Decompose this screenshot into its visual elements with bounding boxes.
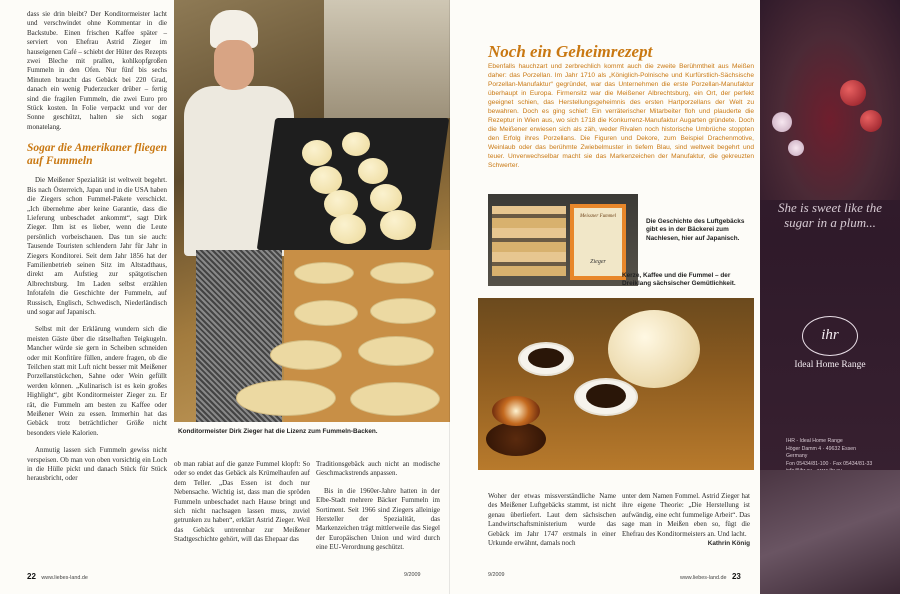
- right-folio: [680, 572, 741, 581]
- sign-title: Meissner Fummel: [580, 214, 616, 219]
- address-line: Fon 05434/81-100 · Fax 05434/81-33: [786, 460, 873, 467]
- shop-photo-caption: Die Geschichte des Luftgebäcks gibt es in der Bäckerei zum Nachlesen, hier auf Japanisch.: [646, 218, 745, 242]
- paragraph: dass sie drin bleibt? Der Konditormeister lacht und verschwindet ohne Kommentar in die Backstube. Einen frischen Kaffee später – serviert von Ehefrau Astrid Zieger im hauseigenen Café – schiebt der Hüter des Rezepts zwei Bleche mit prallen, kohlkopfgroßen Fummeln in den Ofen. Nur fünf bis sechs Minuten braucht das Gebäck bei 220 Grad, danach ein wenig Puderzucker drüber – fertig sind die fragilen Fummeln, die zwei Euro pro Stück kosten. In Folie verpackt und vor der Sonne geschützt, halten sie sich sogar monatelang.: [27, 10, 167, 131]
- table-photo-caption: Kerze, Kaffee und die Fummel – der Dreiklang sächsischer Gemütlichkeit.: [622, 272, 736, 288]
- address-line: IHR - Ideal Home Range: [786, 438, 843, 444]
- flat-dough: [370, 262, 434, 284]
- flat-dough: [270, 340, 342, 370]
- dough-ball: [302, 140, 332, 166]
- left-column-3: [316, 460, 440, 553]
- coffee: [528, 348, 564, 368]
- flat-dough: [236, 380, 336, 416]
- right-column-2: [622, 492, 750, 548]
- fummel-pastry: [608, 310, 700, 388]
- left-column-2: [174, 460, 310, 545]
- page-number: 23: [731, 572, 741, 581]
- shelf-background: [324, 0, 450, 118]
- page-number: 22: [27, 572, 36, 581]
- author-signature: Kathrin König: [707, 540, 750, 548]
- dough-ball: [380, 210, 416, 240]
- ihr-logo: ihr: [802, 316, 858, 356]
- paragraph: Bis in die 1960er-Jahre hatten in der Elbe-Stadt mehrere Bäcker Fummeln im Sortiment. Seit 1966 sind Ziegers alleinige Hersteller der Spezialität, das Markenzeichen trägt mittlerweile das Siegel der Europäischen Union und wird durch eine EU-Verordnung geschützt.: [316, 486, 440, 552]
- paragraph: unter dem Namen Fommel. Astrid Zieger hat ihre eigene Theorie: „Die Herstellung ist aufwändig, eine echt fummelige Arbeit“. Das sage man in Meißen eben so, fügt die Ehefrau des Konditormeisters an. Und lacht.: [622, 492, 750, 538]
- folio-date: 9/2009: [404, 572, 421, 578]
- folio-url: www.liebes-land.de: [680, 575, 727, 581]
- dough-ball: [330, 214, 366, 244]
- right-page-heading: Noch ein Geheimrezept: [488, 42, 653, 61]
- right-column-1: [488, 492, 616, 548]
- flower: [788, 140, 804, 156]
- flat-dough: [294, 300, 358, 326]
- ad-slogan: She is sweet like the sugar in a plum...: [778, 200, 882, 230]
- dough-ball: [342, 132, 370, 156]
- right-page-intro: Ebenfalls hauchzart und zerbrechlich kommt auch die zweite Berühmtheit aus Meißen daher: das Porzellan. Im Jahr 1710 als „Königlich-Polnische und Kurfürstlich-Sächsische Porzellan-Manufaktur“ gegründet, war das Unternehmen die erste Porzellan-Manufaktur überhaupt in Europa. Firmensitz war die Meißener Albrechtsburg, ein Ort, der perfekt geeignet schien, das Herstellungsgeheimnis des ersten Hartporzellans der Welt zu bewahren. Doch es ging schief: Ein verräterischer Mitarbeiter floh und plauderte die Rezeptur in Wien aus, wo sich 1718 die Konkurrenz-Manufaktur Augarten gründete. Doch die Meißener erwiesen sich als zäh, weder Rivalen noch historische Umbrüche stoppten den Erfolg ihres Porzellans. Die Figuren und Dekore, zum Beispiel Drachenmotive, Weinlaub oder das berühmte Zwiebelmuster in tiefem Blau, sind weltweit begehrt und teuer. Unverwechselbar macht sie das Markenzeichen der Manufaktur, die gekreuzten Schwerter.: [488, 63, 754, 169]
- dough-ball: [370, 184, 402, 212]
- flat-dough: [294, 262, 354, 284]
- paragraph: Die Meißener Spezialität ist weltweit begehrt. Bis nach Österreich, Japan und in die USA haben die Ziegers schon Fummel-Pakete verschickt. „Ich übernehme aber keine Garantie, dass die Lieferung unbeschadet ankommt“, sagt Dirk Zieger. Ihm ist es lieber, wenn die Leute persönlich vorbeischauen. Das tun sie auch: Tausende Touristen schlendern Jahr für Jahr in Ziegers Konditorei. Seit dem Jahr 1856 hat der Familienbetrieb seinen Sitz im Altstadthaus, direkt am Aufstieg zur spätgotischen Albrechtsburg. Im Laden selbst erzählen Infotafeln die Geschichte der Fummeln, auf Russisch, Englisch, Schwedisch, Niederländisch und sogar auf Japanisch.: [27, 176, 167, 316]
- address-line: Höger Damm 4 · 49632 Essen: [786, 445, 857, 452]
- baker-photo-caption: Konditormeister Dirk Zieger hat die Lizenz zum Fummeln-Backen.: [178, 428, 378, 435]
- info-sign: [570, 204, 626, 280]
- apple: [840, 80, 866, 106]
- left-folio: [27, 572, 88, 581]
- sign-brand: Zieger: [590, 259, 606, 265]
- advertisement: [760, 0, 900, 594]
- paragraph: Traditionsgebäck auch nicht an modische Geschmackstrends anpassen.: [316, 460, 440, 478]
- ad-bottom-image: [760, 470, 900, 594]
- paragraph: Anmutig lassen sich Fummeln gewiss nicht verspeisen. Ob man von oben vorsichtig ein Loch in die Hülle pickt und danach Stück für Stück herausbricht, oder: [27, 446, 167, 483]
- section-heading: Sogar die Amerikaner fliegen auf Fummeln: [27, 142, 167, 168]
- paragraph: ob man rabiat auf die ganze Fummel klopft: So oder so endet das Gebäck als Krümelhaufen auf dem Teller. „Das Essen ist doch nur Nebensache. Wichtig ist, dass man die spröden Fummeln unbeschadet nach Hause bringt und sich nicht nachsagen lassen muss, zuviel getrunken zu haben“, erklärt Astrid Zieger. Weil das Gebäck untrennbar zur Meißener Stadtgeschichte gehört, will das Ehepaar das: [174, 460, 310, 544]
- flat-dough: [370, 298, 436, 324]
- flat-dough: [350, 382, 440, 416]
- sugar-bowl: [486, 422, 546, 456]
- left-column-1: [27, 10, 167, 484]
- paragraph: Woher der etwas missverständliche Name des Meißener Luftgebäcks stammt, ist nicht genau überliefert. Laut dem sächsischen Landwirtschaftsministerium wurde das Gebäck im Jahr 1747 erstmals in einer Urkunde erwähnt, damals noch: [488, 492, 616, 548]
- right-folio-date: 9/2009: [488, 572, 505, 578]
- baker-photo: [174, 0, 450, 422]
- dough-ball: [358, 158, 388, 184]
- flower: [772, 112, 792, 132]
- baker-head: [214, 40, 254, 90]
- display-shelf: [492, 206, 566, 276]
- coffee: [586, 384, 626, 408]
- apple: [860, 110, 882, 132]
- table-photo: [478, 298, 754, 470]
- candle: [492, 396, 540, 426]
- flat-dough: [358, 336, 434, 366]
- address-line: Germany: [786, 453, 808, 460]
- paragraph: Selbst mit der Erklärung wundern sich die meisten Gäste über die rätselhaften Teigkugeln. Mancher würde sie gern in Scheiben schneiden oder mit Konfitüre füllen, andere fragen, ob die Teilchen statt mit Luft nicht besser mit Meißener Porzellanstückchen, Sahne oder Wein gefüllt werden können. „Kulinarisch ist es kein großes Highlight“, gibt Konditormeister Zieger zu. Er rät, die Fummeln am besten zu Kaffee oder Meißener Wein zu essen. Immerhin hat das Gebäck trotz beträchtlicher Größe nicht besonders viele Kalorien.: [27, 325, 167, 437]
- ad-brand-name: Ideal Home Range: [794, 360, 866, 370]
- ad-basket-image: [760, 0, 900, 200]
- folio-url: www.liebes-land.de: [41, 575, 88, 581]
- shop-photo: [488, 194, 638, 286]
